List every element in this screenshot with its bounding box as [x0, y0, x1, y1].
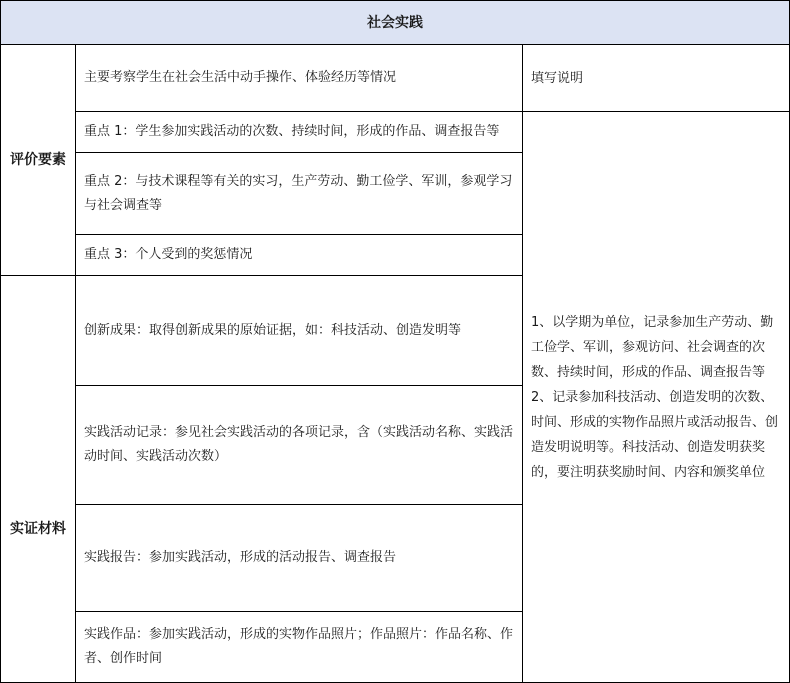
note-text: 1、以学期为单位，记录参加生产劳动、勤工俭学、军训，参观访问、社会调查的次数、持续时间，形成的作品、调查报告等 2、记录参加科技活动、创造发明的次数、时间、形成的实物作品照片或活动报告、创造发明说明等。科技活动、创造发明获奖的，要注明获奖励时间、内容和颁奖单位	[523, 112, 790, 683]
general-description: 主要考察学生在社会生活中动手操作、体验经历等情况	[76, 45, 523, 112]
evaluation-item: 重点 2：与技术课程等有关的实习，生产劳动、勤工俭学、军训，参观学习与社会调查等	[76, 153, 523, 235]
table-title: 社会实践	[1, 1, 790, 45]
evidence-item: 实践活动记录：参见社会实践活动的各项记录，含（实践活动名称、实践活动时间、实践活动次数）	[76, 386, 523, 505]
category-evaluation-elements: 评价要素	[1, 45, 76, 276]
evidence-item: 创新成果：取得创新成果的原始证据，如：科技活动、创造发明等	[76, 276, 523, 386]
note-label: 填写说明	[523, 45, 790, 112]
evidence-item: 实践作品：参加实践活动，形成的实物作品照片；作品照片：作品名称、作者、创作时间	[76, 612, 523, 683]
evaluation-item: 重点 1：学生参加实践活动的次数、持续时间，形成的作品、调查报告等	[76, 112, 523, 153]
evaluation-item: 重点 3：个人受到的奖惩情况	[76, 235, 523, 276]
evidence-item: 实践报告：参加实践活动，形成的活动报告、调查报告	[76, 505, 523, 612]
category-evidence-materials: 实证材料	[1, 276, 76, 683]
